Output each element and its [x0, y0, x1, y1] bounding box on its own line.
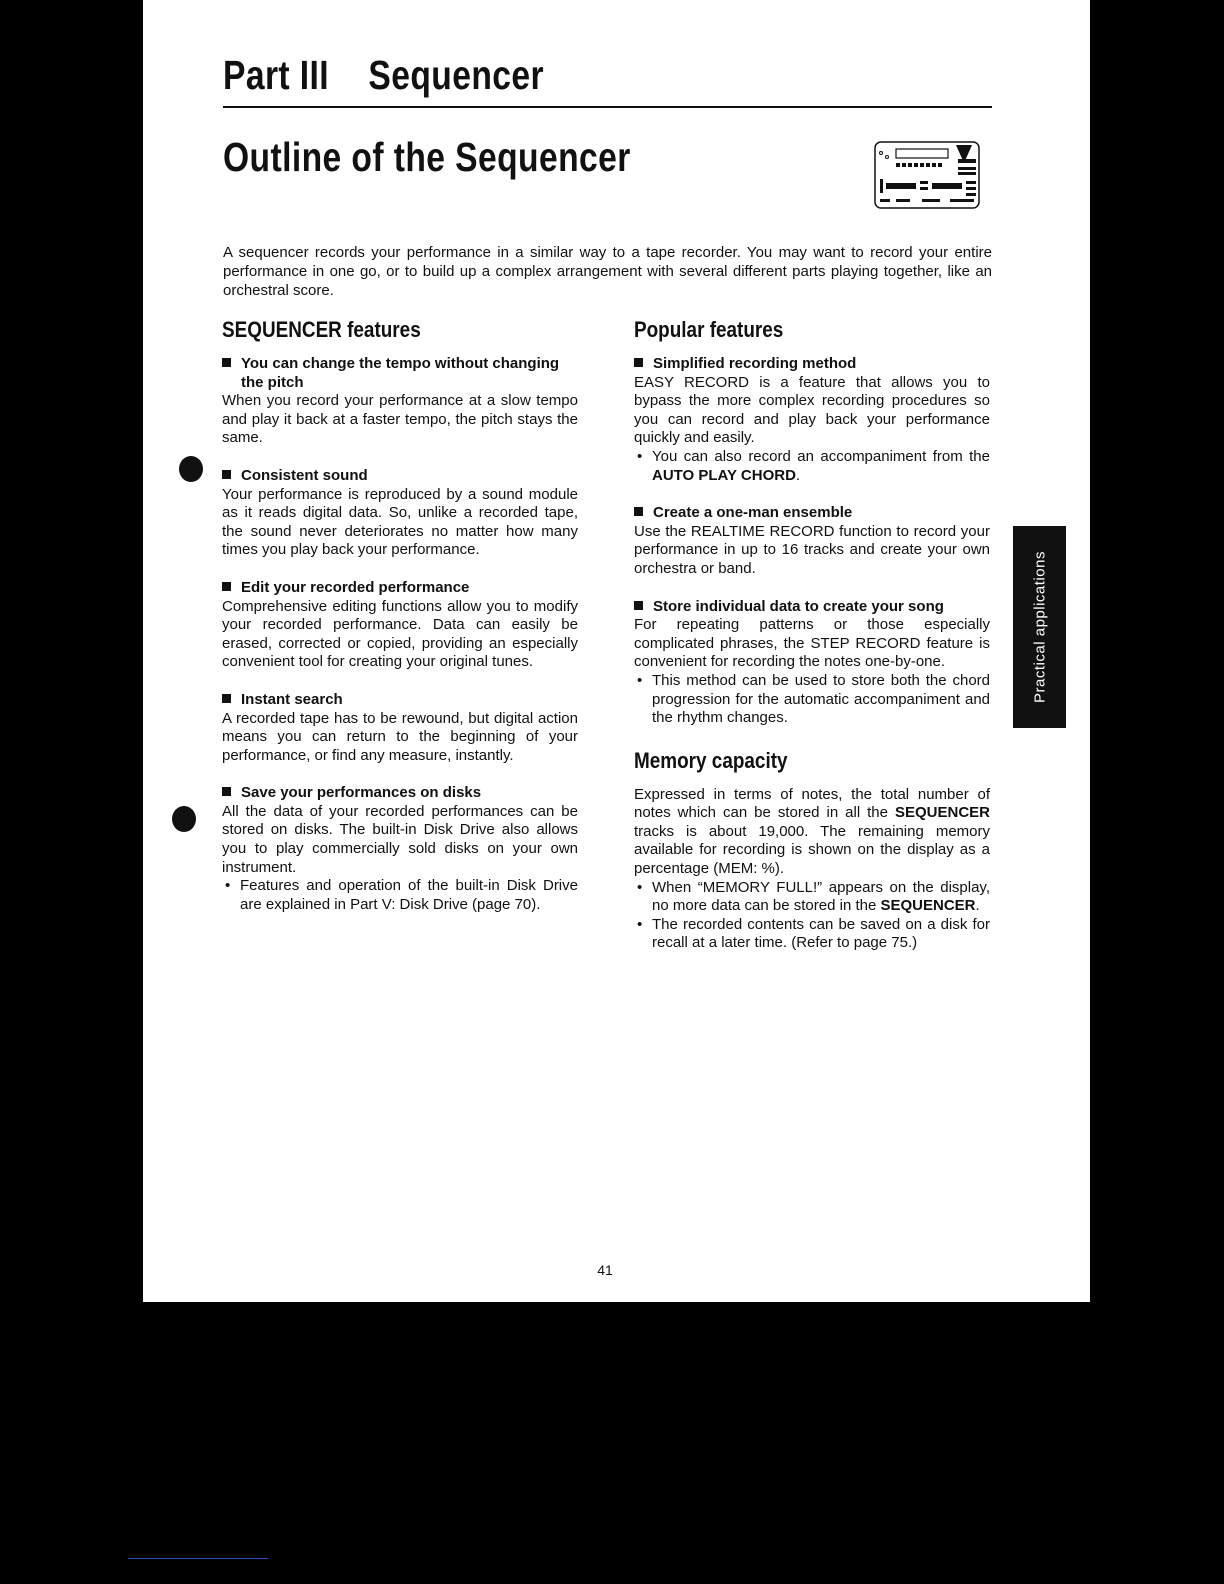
feature-title: Edit your recorded performance — [222, 579, 578, 598]
feature-body: For repeating patterns or those especially complicated phrases, the STEP RECORD feature is convenient for recording the notes one-by-one. — [634, 616, 990, 671]
feature-body: When you record your performance at a slow tempo and play it back at a faster tempo, the pitch stays the same. — [222, 392, 578, 447]
feature-save-disks — [222, 784, 578, 914]
title-rule — [223, 106, 992, 108]
part-label: Part III — [223, 52, 330, 98]
page-number: 41 — [597, 1262, 613, 1278]
feature-edit — [222, 579, 578, 672]
section-side-tab — [1013, 526, 1066, 728]
feature-body: Comprehensive editing functions allow you to modify your recorded performance. Data can easily be erased, corrected or copied, providing an especially convenient tool for creating your original tunes. — [222, 597, 578, 671]
part-name: Sequencer — [368, 52, 545, 98]
square-bullet-icon — [222, 470, 231, 479]
scan-artifact-line — [128, 1558, 268, 1559]
feature-title: Save your performances on disks — [222, 784, 578, 803]
square-bullet-icon — [634, 601, 643, 610]
memory-bullet-save: • The recorded contents can be saved on a disk for recall at a later time. (Refer to page 75.) — [634, 916, 990, 953]
sequencer-panel-icon — [874, 141, 980, 209]
feature-title: Create a one-man ensemble — [634, 504, 990, 523]
square-bullet-icon — [222, 582, 231, 591]
feature-body: Your performance is reproduced by a sound module as it reads digital data. So, unlike a recorded tape, the sound never deteriorates no matter how many times you play back your performance. — [222, 485, 578, 559]
memory-bullet-full: • When “MEMORY FULL!” appears on the display, no more data can be stored in the SEQUENCER. — [634, 879, 990, 916]
binder-hole-icon — [179, 456, 203, 482]
outline-title: Outline of the Sequencer — [223, 134, 631, 180]
memory-capacity-heading: Memory capacity — [634, 747, 788, 773]
right-column — [634, 316, 990, 953]
feature-title: Store individual data to create your song — [634, 598, 990, 617]
feature-consistent-sound — [222, 467, 578, 560]
feature-bullet: • You can also record an accompaniment from the AUTO PLAY CHORD. — [634, 448, 990, 485]
popular-features-heading: Popular features — [634, 317, 784, 342]
feature-store-data — [634, 598, 990, 728]
feature-title: Simplified recording method — [634, 355, 990, 374]
sequencer-features-heading: SEQUENCER features — [222, 317, 421, 342]
feature-instant-search — [222, 691, 578, 765]
binder-hole-icon — [172, 806, 196, 832]
feature-simplified-recording — [634, 355, 990, 485]
feature-tempo — [222, 355, 578, 448]
square-bullet-icon — [222, 694, 231, 703]
feature-body: EASY RECORD is a feature that allows you to bypass the more complex recording procedures so you can record and play back your performance quickly and easily. — [634, 373, 990, 447]
square-bullet-icon — [634, 507, 643, 516]
side-tab-label: Practical applications — [1031, 551, 1048, 703]
feature-body: A recorded tape has to be rewound, but digital action means you can return to the beginning of your performance, or find any measure, instantly. — [222, 709, 578, 764]
square-bullet-icon — [222, 358, 231, 367]
scan-margin — [122, 0, 143, 1584]
feature-one-man-ensemble — [634, 504, 990, 578]
square-bullet-icon — [634, 358, 643, 367]
memory-body: Expressed in terms of notes, the total number of notes which can be stored in all the SEQUENCER tracks is about 19,000. The remaining memory available for recording is shown on the display as a percentage (MEM: %). — [634, 785, 990, 878]
square-bullet-icon — [222, 787, 231, 796]
feature-body: All the data of your recorded performances can be stored on disks. The built-in Disk Drive also allows you to play commercially sold disks on your own instrument. — [222, 802, 578, 876]
feature-body: Use the REALTIME RECORD function to record your performance in up to 16 tracks and create your own orchestra or band. — [634, 522, 990, 577]
part-title — [223, 52, 544, 99]
feature-bullet: • This method can be used to store both the chord progression for the automatic accompaniment and the rhythm changes. — [634, 672, 990, 728]
feature-title: Consistent sound — [222, 467, 578, 486]
feature-title: Instant search — [222, 691, 578, 710]
feature-bullet: • Features and operation of the built-in Disk Drive are explained in Part V: Disk Drive (page 70). — [222, 877, 578, 914]
left-column — [222, 316, 578, 933]
memory-capacity-section — [634, 747, 990, 953]
intro-paragraph: A sequencer records your performance in a similar way to a tape recorder. You may want to record your entire performance in one go, or to build up a complex arrangement with several different parts playing together, like an orchestral score. — [223, 244, 992, 299]
feature-title: You can change the tempo without changing the pitch — [222, 355, 578, 392]
